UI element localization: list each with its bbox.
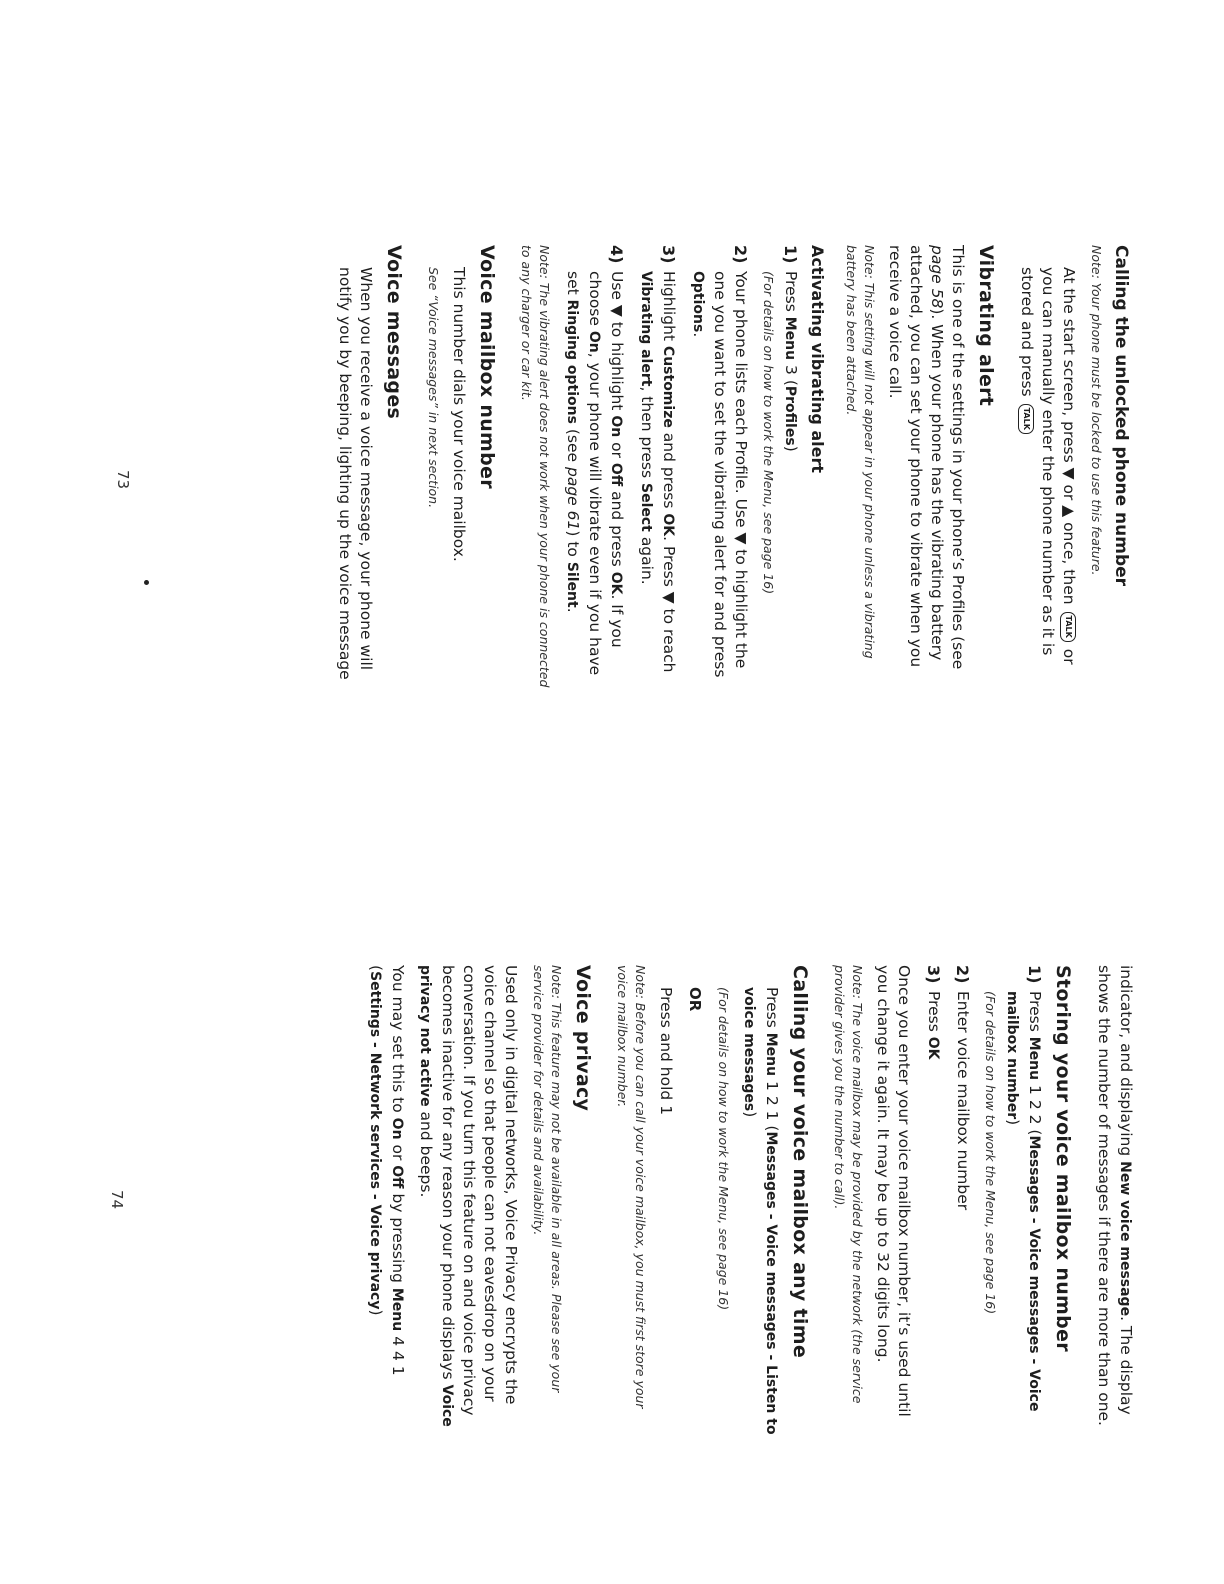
press-and-hold: Press and hold 1 bbox=[657, 987, 675, 1116]
calling-note: (For details on how to work the Menu, see page 16) bbox=[716, 987, 731, 1311]
step-number: 3) bbox=[659, 245, 678, 264]
off-keyword: Off bbox=[608, 462, 624, 487]
step-1-c: ) bbox=[782, 445, 800, 452]
step-4-c: . If you choose bbox=[586, 271, 626, 648]
unlocked-instructions bbox=[1016, 245, 1079, 693]
menu-keyword: Menu bbox=[389, 1287, 405, 1332]
ringing-options-keyword: Ringing options bbox=[564, 299, 580, 424]
step-4-b: and press bbox=[608, 491, 626, 567]
step-1-b: 3 ( bbox=[782, 365, 800, 386]
customize-keyword: Customize bbox=[660, 345, 676, 428]
note-availability: Note: This feature may not be available in all areas. Please see your service provider for details and availability. bbox=[531, 965, 564, 1393]
step-1-note: (For details on how to work the Menu, see page 16) bbox=[761, 271, 776, 595]
calling-mailbox-instructions bbox=[738, 965, 782, 1435]
step-3-b: and press bbox=[660, 432, 678, 509]
section-title-calling-mailbox: Calling your voice mailbox any time bbox=[789, 965, 811, 1359]
setting-c: 4 4 1 ( bbox=[367, 965, 407, 1376]
continued-text bbox=[1093, 965, 1136, 1435]
step-4-a: Use ▼ to highlight bbox=[608, 271, 626, 411]
options-keyword: Options bbox=[690, 271, 706, 333]
talk-key-icon: TALK bbox=[1061, 612, 1077, 642]
storing-paragraph: Once you enter your voice mailbox number, it’s used until you change it again. It may be up to 32 digits long. bbox=[874, 965, 913, 1417]
menu-keyword: Menu bbox=[1026, 1036, 1042, 1081]
or-separator: OR bbox=[686, 987, 704, 1012]
step-3-e: again. bbox=[638, 536, 656, 585]
menu-keyword: Menu bbox=[782, 316, 798, 361]
step-1-note: (For details on how to work the Menu, see page 16) bbox=[983, 991, 998, 1315]
step-1 bbox=[759, 245, 801, 693]
page-ref-61: page 61 bbox=[564, 467, 582, 531]
calling-b: 1 2 1 ( bbox=[763, 1081, 781, 1132]
page-74-column bbox=[358, 965, 1136, 1435]
step-4-d: , your phone will vibrate even if you have set bbox=[564, 271, 604, 676]
step-number: 4) bbox=[607, 245, 626, 264]
new-voice-message-keyword: New voice message bbox=[1117, 1161, 1133, 1317]
voice-privacy-paragraph bbox=[414, 965, 521, 1435]
note-charger: Note: The vibrating alert does not work when your phone is connected to any charger or car kit. bbox=[519, 245, 552, 688]
section-title-voice-messages: Voice messages bbox=[383, 245, 405, 420]
step-2-a: Your phone lists each Profile. Use ▼ to highlight the one you want to set the vibrating alert for and press bbox=[711, 271, 750, 678]
step-3 bbox=[922, 965, 944, 1435]
privacy-not-active-keyword: Voice privacy not active bbox=[417, 965, 455, 1427]
step-text bbox=[759, 271, 801, 693]
menu-path-keyword: Messages - Voice messages - Listen to voice messages bbox=[741, 987, 779, 1435]
step-3-a: Press bbox=[925, 991, 943, 1032]
note-vibrating-battery: Note: This setting will not appear in your phone unless a vibrating battery has been attached. bbox=[844, 245, 877, 659]
ok-keyword: OK bbox=[608, 571, 624, 595]
section-title-voice-privacy: Voice privacy bbox=[572, 965, 594, 1112]
vibrating-intro bbox=[884, 245, 968, 693]
vibrating-alert-keyword: Vibrating alert bbox=[638, 271, 654, 387]
step-text bbox=[561, 271, 627, 693]
unlocked-text-a: At the start screen, press ▼ or ▲ once, then bbox=[1060, 267, 1078, 605]
step-1 bbox=[981, 965, 1045, 1435]
setting-or: or bbox=[389, 1144, 407, 1161]
step-text: Enter voice mailbox number bbox=[954, 991, 972, 1211]
step-text bbox=[687, 271, 751, 693]
vibrating-intro-b: ). When your phone has the vibrating battery attached, you can set your phone to vibrate when you receive a voice call. bbox=[886, 245, 946, 668]
profiles-keyword: Profiles bbox=[782, 385, 798, 446]
privacy-c: and beeps. bbox=[417, 1111, 435, 1198]
step-1-b: 1 2 2 ( bbox=[1026, 1085, 1044, 1136]
privacy-a: Used only in digital networks, Voice Privacy encrypts the voice channel so that people can not eavesdrop on your conversation. If you turn this feature on and voice privacy becomes inactive for any reason your phone displays bbox=[439, 965, 520, 1416]
ok-keyword: OK bbox=[925, 1036, 941, 1060]
step-3-d: , then press bbox=[638, 386, 656, 479]
step-number: 1) bbox=[1025, 965, 1044, 984]
step-text bbox=[981, 991, 1045, 1435]
continuation-dot-icon bbox=[144, 580, 149, 585]
step-text bbox=[635, 271, 679, 693]
step-number: 3) bbox=[924, 965, 943, 984]
step-number: 2) bbox=[953, 965, 972, 984]
voice-privacy-setting bbox=[364, 965, 408, 1435]
step-3-a: Highlight bbox=[660, 271, 678, 341]
step-1-c: ) bbox=[1004, 1119, 1022, 1126]
step-number: 2) bbox=[731, 245, 750, 264]
voice-mailbox-text: This number dials your voice mailbox. bbox=[450, 267, 468, 562]
page-73-column bbox=[328, 245, 1132, 693]
section-title-storing-mailbox: Storing your voice mailbox number bbox=[1052, 965, 1074, 1352]
menu-path-keyword: Messages - Voice messages - Voice mailbox number bbox=[1004, 991, 1042, 1412]
voice-messages-text: When you receive a voice message, your phone will notify you by beeping, lighting up the voice message bbox=[336, 267, 375, 680]
setting-a: You may set this to bbox=[389, 965, 407, 1113]
page-ref-58: page 58 bbox=[928, 245, 946, 309]
talk-key-icon-2: TALK bbox=[1019, 404, 1035, 434]
calling-a: Press bbox=[763, 987, 781, 1028]
page-74 bbox=[0, 800, 1224, 1584]
section-title-calling-unlocked: Calling the unlocked phone number bbox=[1111, 245, 1131, 587]
step-2-b: . bbox=[690, 332, 708, 338]
note-locked: Note: Your phone must be locked to use this feature. bbox=[1089, 245, 1104, 576]
step-4 bbox=[561, 245, 627, 693]
note-store-first: Note: Before you can call your voice mailbox, you must first store your voice mailbox number. bbox=[615, 965, 648, 1409]
continued-text-c: . The display shows the number of messages if there are more than one. bbox=[1095, 965, 1135, 1426]
page-number-74: 74 bbox=[108, 1190, 126, 1210]
step-2 bbox=[687, 245, 751, 693]
note-see-voice-messages: See “Voice messages” in next section. bbox=[426, 267, 441, 509]
step-1-a: Press bbox=[782, 271, 800, 312]
section-title-voice-mailbox-number: Voice mailbox number bbox=[476, 245, 498, 489]
menu-path-keyword: Settings - Network services - Voice privacy bbox=[367, 971, 383, 1310]
step-text bbox=[922, 991, 944, 1435]
continued-text-a: indicator, and displaying bbox=[1117, 965, 1135, 1157]
select-keyword: Select bbox=[638, 483, 654, 532]
step-4-e: (see bbox=[564, 428, 582, 463]
page-number-73: 73 bbox=[114, 470, 132, 490]
step-1-a: Press bbox=[1026, 991, 1044, 1032]
step-2 bbox=[952, 965, 973, 1435]
step-4-f: ) to bbox=[564, 530, 582, 557]
silent-keyword: Silent bbox=[564, 561, 580, 608]
calling-c: ) bbox=[741, 1111, 759, 1118]
menu-keyword: Menu bbox=[763, 1032, 779, 1077]
section-title-vibrating-alert: Vibrating alert bbox=[975, 245, 997, 407]
note-network-mailbox: Note: The voice mailbox may be provided by the network (the service provider gives you the number to call). bbox=[832, 965, 865, 1404]
ok-keyword: OK bbox=[660, 513, 676, 537]
step-4-or: or bbox=[608, 442, 626, 458]
vibrating-intro-a: This is one of the settings in your phone’s Profiles (see bbox=[949, 245, 967, 670]
off-keyword: Off bbox=[389, 1165, 405, 1189]
on-keyword: On bbox=[389, 1117, 405, 1140]
step-3 bbox=[635, 245, 679, 693]
step-4-g: . bbox=[564, 607, 582, 613]
setting-d: ) bbox=[367, 1309, 385, 1316]
step-3-c: . Press ▼ to reach bbox=[660, 536, 678, 673]
subsection-title-activating: Activating vibrating alert bbox=[808, 245, 827, 474]
on-keyword-2: On bbox=[586, 330, 602, 353]
step-number: 1) bbox=[781, 245, 800, 264]
on-keyword: On bbox=[608, 415, 624, 438]
setting-b: by pressing bbox=[389, 1193, 407, 1283]
unlocked-text-b: or you can manually enter the phone number as it is stored and press bbox=[1018, 267, 1078, 665]
